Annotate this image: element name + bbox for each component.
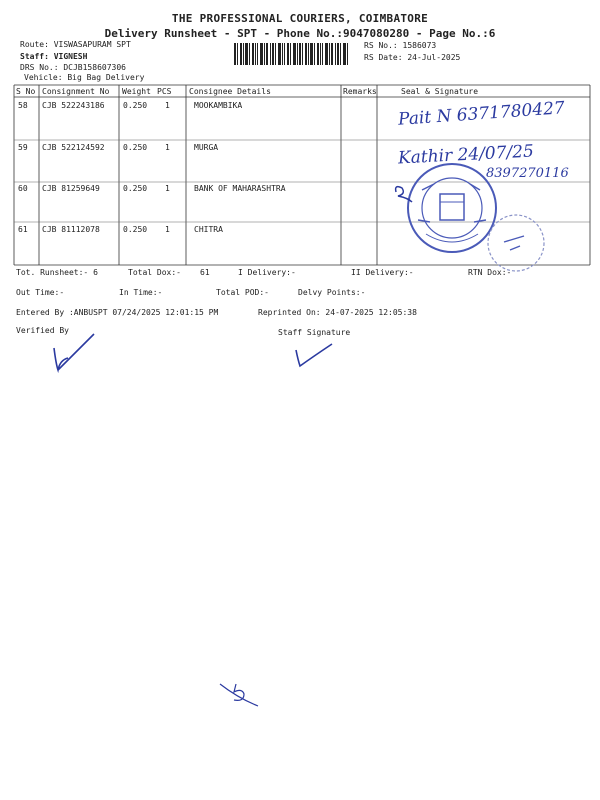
col-header-seal-signature: Seal & Signature: [401, 87, 479, 96]
row-weight: 0.250: [123, 225, 148, 234]
rs-date: RS Date: 24-Jul-2025: [364, 53, 461, 62]
faded-stamp-impression: [480, 212, 552, 274]
row-consignee: BANK OF MAHARASHTRA: [194, 184, 286, 193]
handwritten-receiver-name: Pait N 6371780427: [397, 98, 566, 130]
staff-signature-label: Staff Signature: [278, 328, 351, 337]
ii-delivery: II Delivery:-: [351, 268, 414, 277]
row-consignment: CJB 522243186: [42, 101, 105, 110]
row-consignment: CJB 522124592: [42, 143, 105, 152]
in-time: In Time:-: [119, 288, 163, 297]
row-weight: 0.250: [123, 143, 148, 152]
delvy-points: Delvy Points:-: [298, 288, 366, 297]
out-time: Out Time:-: [16, 288, 65, 297]
reprinted-on: Reprinted On: 24-07-2025 12:05:38: [258, 308, 417, 317]
runsheet-subtitle: Delivery Runsheet - SPT - Phone No.:9047080280 - Page No.:6: [104, 27, 496, 40]
col-header-pcs: PCS: [157, 87, 172, 96]
row-consignee: CHITRA: [194, 225, 223, 234]
col-header-remarks: Remarks: [343, 87, 377, 96]
row-pcs: 1: [165, 225, 170, 234]
rtn-dox: RTN Dox:-: [468, 268, 512, 277]
col-header-consignment: Consignment No: [42, 87, 110, 96]
company-title: THE PROFESSIONAL COURIERS, COIMBATORE: [171, 12, 429, 25]
drs-number: DRS No.: DCJB158607306: [20, 63, 126, 72]
row-weight: 0.250: [123, 101, 148, 110]
staff-label: Staff: VIGNESH: [20, 52, 88, 61]
total-dox-value: 61: [200, 268, 210, 277]
tot-runsheet: Tot. Runsheet:- 6: [16, 268, 98, 277]
row-sno: 61: [18, 225, 28, 234]
handwritten-phone: 8397270116: [486, 166, 569, 181]
row-pcs: 1: [165, 101, 170, 110]
row-sno: 58: [18, 101, 28, 110]
entered-by: Entered By :ANBUSPT 07/24/2025 12:01:15 PM: [16, 308, 219, 317]
route-label: Route: VISWASAPURAM SPT: [20, 40, 131, 49]
i-delivery: I Delivery:-: [238, 268, 296, 277]
row-pcs: 1: [165, 184, 170, 193]
rs-number: RS No.: 1586073: [364, 41, 437, 50]
row-pcs: 1: [165, 143, 170, 152]
verified-by-signature: [48, 330, 100, 374]
row-weight: 0.250: [123, 184, 148, 193]
seal-signature-scribble: [392, 182, 416, 206]
staff-signature-mark: [290, 340, 336, 370]
row-sno: 59: [18, 143, 28, 152]
page-number-scribble: [218, 674, 262, 708]
row-consignee: MOOKAMBIKA: [194, 101, 243, 110]
col-header-sno: S No: [16, 87, 36, 96]
row-consignment: CJB 81259649: [42, 184, 100, 193]
row-sno: 60: [18, 184, 28, 193]
total-dox-label: Total Dox:-: [128, 268, 181, 277]
row-consignee: MURGA: [194, 143, 219, 152]
vehicle-label: Vehicle: Big Bag Delivery: [24, 73, 145, 82]
verified-by-label: Verified By: [16, 326, 69, 335]
row-consignment: CJB 81112078: [42, 225, 100, 234]
col-header-consignee: Consignee Details: [189, 87, 271, 96]
total-pod: Total POD:-: [216, 288, 269, 297]
col-header-weight: Weight: [122, 87, 151, 96]
handwritten-date: Kathir 24/07/25: [397, 141, 535, 169]
